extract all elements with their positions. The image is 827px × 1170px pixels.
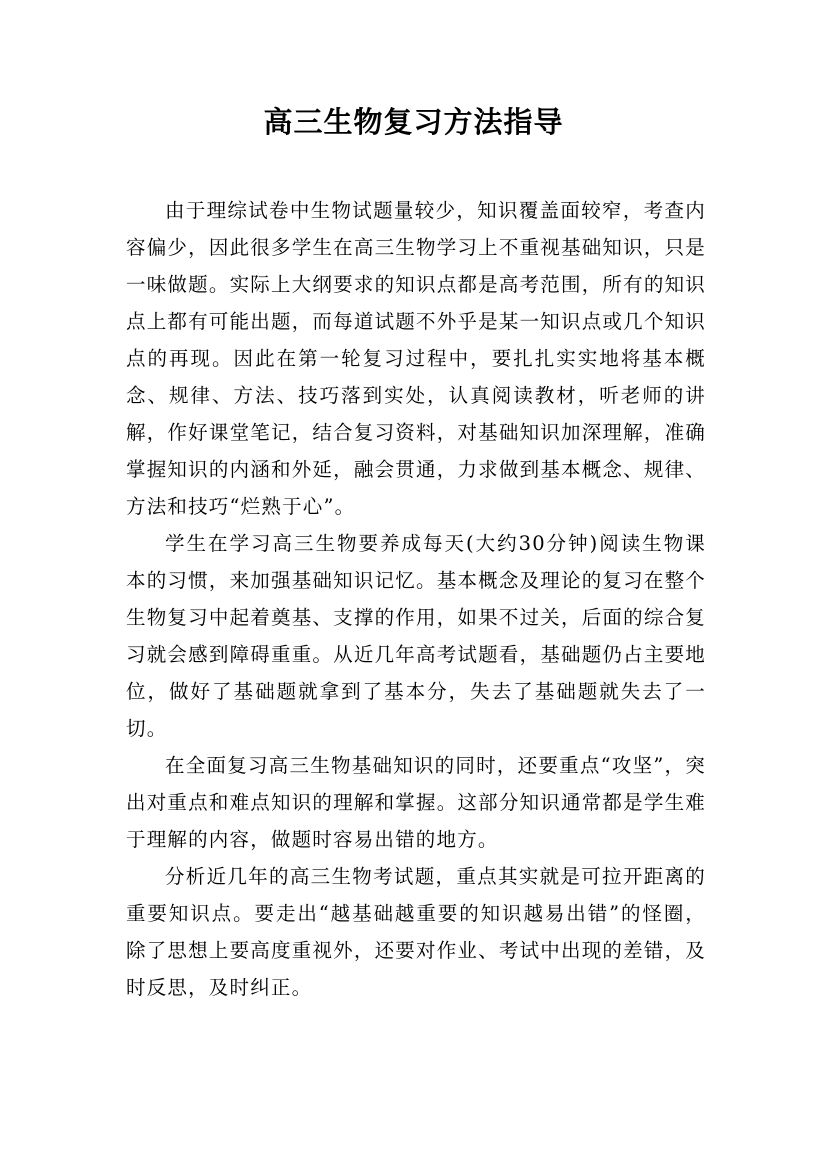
paragraph-1: 由于理综试卷中生物试题量较少，知识覆盖面较窄，考查内容偏少，因此很多学生在高三生物学习上不重视基础知识，只是一味做题。实际上大纲要求的知识点都是高考范围，所有的知识点上都有可能出题，而每道试题不外乎是某一知识点或几个知识点的再现。因此在第一轮复习过程中，要扎扎实实地将基本概念、规律、方法、技巧落到实处，认真阅读教材，听老师的讲解，作好课堂笔记，结合复习资料，对基础知识加深理解，准确掌握知识的内涵和外延，融会贯通，力求做到基本概念、规律、方法和技巧“烂熟于心”。 bbox=[126, 199, 706, 518]
document-body bbox=[126, 192, 706, 1006]
paragraph-4: 分析近几年的高三生物考试题，重点其实就是可拉开距离的重要知识点。要走出“越基础越重要的知识越易出错”的怪圈，除了思想上要高度重视外，还要对作业、考试中出现的差错，及时反思，及时纠正。 bbox=[126, 865, 706, 999]
paragraph-2: 学生在学习高三生物要养成每天(大约30分钟)阅读生物课本的习惯，来加强基础知识记忆。基本概念及理论的复习在整个生物复习中起着奠基、支撑的作用，如果不过关，后面的综合复习就会感到障碍重重。从近几年高考试题看，基础题仍占主要地位，做好了基础题就拿到了基本分，失去了基础题就失去了一切。 bbox=[126, 532, 706, 740]
document-title: 高三生物复习方法指导 bbox=[263, 105, 564, 139]
paragraph-3: 在全面复习高三生物基础知识的同时，还要重点“攻坚”，突出对重点和难点知识的理解和掌握。这部分知识通常都是学生难于理解的内容，做题时容易出错的地方。 bbox=[126, 754, 706, 851]
